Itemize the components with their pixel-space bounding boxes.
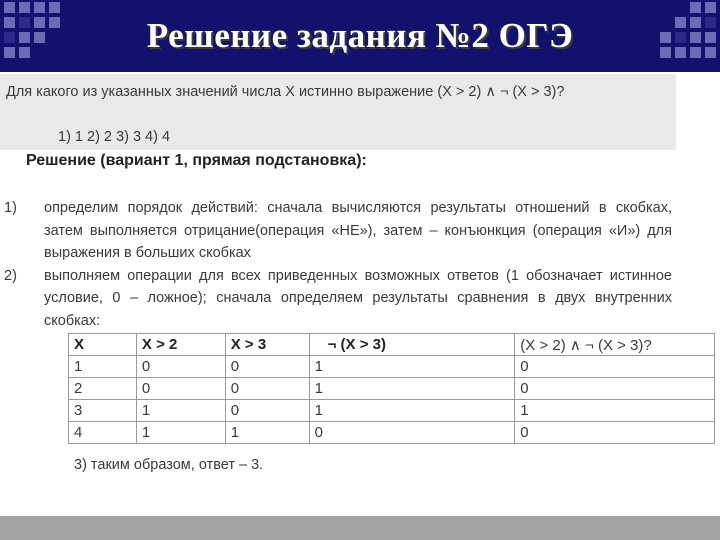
column-header-x: X — [69, 334, 137, 356]
table-cell: 1 — [515, 400, 715, 422]
solution-step — [4, 197, 672, 265]
table-cell: 0 — [309, 422, 515, 444]
column-header-expression: (X > 2) ∧ ¬ (X > 3)? — [515, 334, 715, 356]
table-row — [69, 356, 715, 378]
table-cell: 0 — [136, 356, 225, 378]
table-cell: 2 — [69, 378, 137, 400]
task-question: Для какого из указанных значений числа X истинно выражение (X > 2) ∧ ¬ (X > 3)? — [6, 84, 565, 100]
table-cell: 1 — [309, 356, 515, 378]
table-row — [69, 400, 715, 422]
column-header-not-x-gt-3: ¬ (X > 3) — [309, 334, 515, 356]
step-number: 2) — [4, 267, 17, 284]
solution-heading: Решение (вариант 1, прямая подстановка): — [26, 152, 367, 169]
table-header-row — [69, 334, 715, 356]
table-cell: 0 — [225, 356, 309, 378]
column-header-x-gt-3: X > 3 — [225, 334, 309, 356]
table-cell: 1 — [136, 400, 225, 422]
table-cell: 0 — [225, 400, 309, 422]
table-cell: 1 — [309, 400, 515, 422]
table-row — [69, 422, 715, 444]
table-cell: 4 — [69, 422, 137, 444]
solution-steps — [4, 197, 672, 332]
table-cell: 0 — [136, 378, 225, 400]
table-row — [69, 378, 715, 400]
slide-footer-bar — [0, 516, 720, 540]
table-cell: 1 — [225, 422, 309, 444]
table-cell: 0 — [515, 378, 715, 400]
slide-title: Решение задания №2 ОГЭ — [146, 16, 574, 55]
table-cell: 0 — [515, 356, 715, 378]
table-cell: 1 — [136, 422, 225, 444]
step-text: выполняем операции для всех приведенных возможных ответов (1 обозначает истинное условие, 0 – ложное); сначала определяем результаты сравнения в двух внутренних скобках: — [44, 267, 672, 329]
table-cell: 1 — [309, 378, 515, 400]
table-cell: 1 — [69, 356, 137, 378]
solution-answer: 3) таким образом, ответ – 3. — [74, 457, 264, 473]
truth-table — [68, 333, 715, 444]
table-cell: 0 — [225, 378, 309, 400]
step-text: определим порядок действий: сначала вычисляются результаты отношений в скобках, затем выполняется отрицание(операция «НЕ»), затем – конъюнкция (операция «И») для выражения в больших скобках — [44, 200, 672, 261]
table-cell: 0 — [515, 422, 715, 444]
step-number: 1) — [4, 200, 17, 216]
solution-step — [4, 265, 672, 333]
table-cell: 3 — [69, 400, 137, 422]
column-header-x-gt-2: X > 2 — [136, 334, 225, 356]
task-options: 1) 1 2) 2 3) 3 4) 4 — [58, 129, 171, 145]
slide-header — [0, 0, 720, 72]
